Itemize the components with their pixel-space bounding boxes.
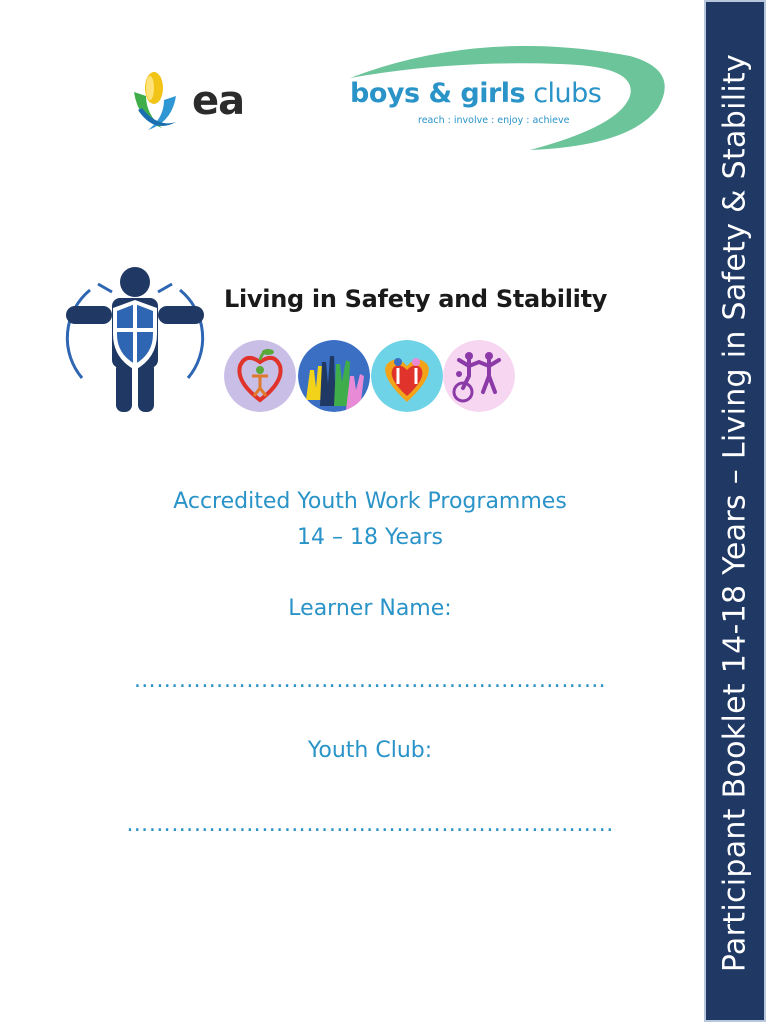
inclusive-people-icon bbox=[443, 340, 515, 412]
programme-title: Living in Safety and Stability bbox=[224, 285, 608, 313]
programmes-heading: Accredited Youth Work Programmes bbox=[173, 489, 567, 514]
boys-girls-text: boys & girls bbox=[350, 78, 526, 109]
person-shield-icon bbox=[60, 262, 210, 422]
boys-girls-clubs-name bbox=[350, 78, 601, 109]
youth-club-label: Youth Club: bbox=[307, 738, 433, 763]
heart-people-icon bbox=[371, 340, 443, 412]
learner-name-label: Learner Name: bbox=[288, 596, 452, 621]
clubs-text: clubs bbox=[525, 78, 602, 109]
learner-name-field[interactable]: ……………………………………………………… bbox=[133, 668, 607, 693]
apple-heart-person-icon bbox=[224, 340, 296, 412]
youth-club-field[interactable]: ……………………………………………………….. bbox=[126, 812, 614, 837]
ea-logo-text: ea bbox=[192, 78, 245, 124]
side-band-title: Participant Booklet 14-18 Years – Living in Safety & Stability bbox=[717, 53, 753, 973]
raised-hands-icon bbox=[298, 340, 370, 412]
boys-girls-clubs-tagline: reach : involve : enjoy : achieve bbox=[418, 115, 570, 126]
age-range: 14 – 18 Years bbox=[296, 525, 443, 550]
